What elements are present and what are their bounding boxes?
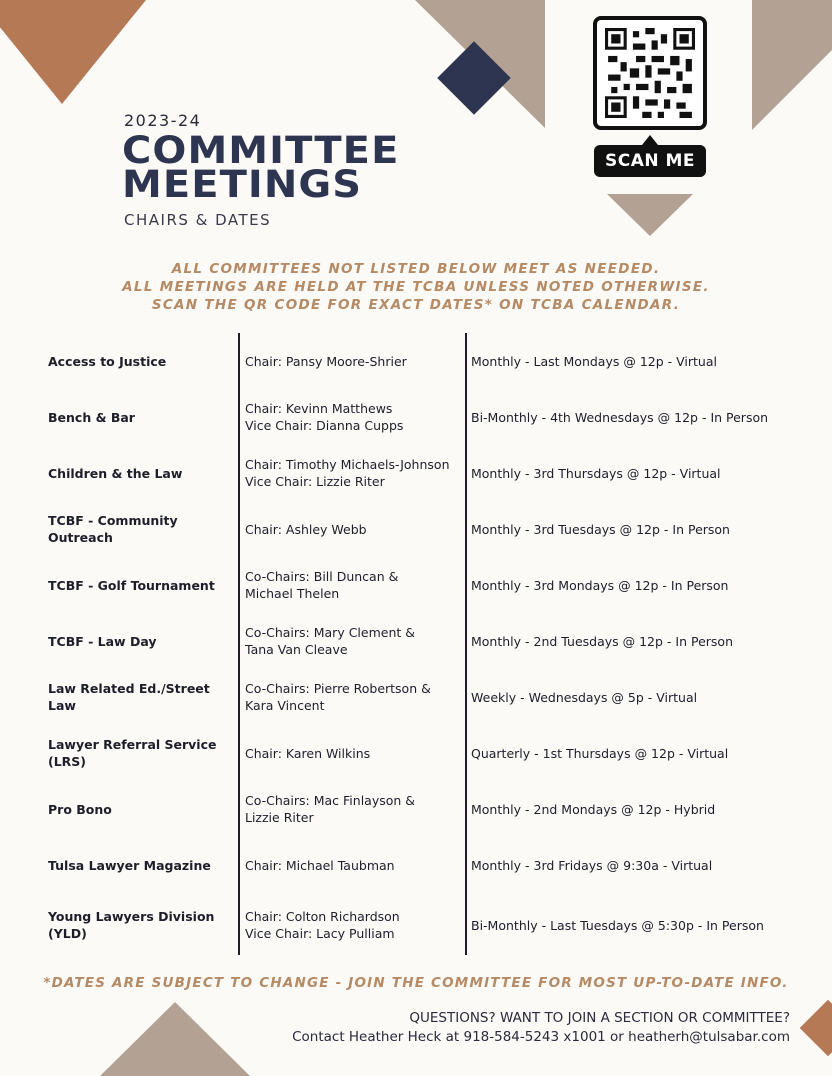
- page-subtitle: CHAIRS & DATES: [124, 211, 272, 229]
- committee-row: [40, 725, 800, 781]
- committee-name-line: Tulsa Lawyer Magazine: [48, 857, 211, 873]
- committee-chairs-line: Tana Van Cleave: [245, 642, 348, 657]
- committee-row: [40, 445, 800, 501]
- committee-name: [48, 512, 233, 546]
- committee-chairs: [245, 568, 465, 602]
- committee-schedule: Monthly - Last Mondays @ 12p - Virtual: [471, 353, 717, 369]
- questions-text: QUESTIONS? WANT TO JOIN A SECTION OR COMMITTEE?: [409, 1010, 790, 1026]
- committee-name-line: Children & the Law: [48, 465, 183, 481]
- committee-row: [40, 389, 800, 445]
- committee-row: [40, 501, 800, 557]
- committee-schedule: Monthly - 2nd Tuesdays @ 12p - In Person: [471, 633, 733, 649]
- committee-name-line: (YLD): [48, 926, 87, 941]
- committee-row: [40, 837, 800, 893]
- taupe-down-triangle-decoration: [607, 194, 693, 236]
- committee-chairs: [245, 624, 465, 658]
- notice-line-2: ALL MEETINGS ARE HELD AT THE TCBA UNLESS NOTED OTHERWISE.: [122, 279, 710, 295]
- committee-chairs: [245, 745, 465, 762]
- committee-name: [48, 465, 233, 482]
- committee-name-line: Outreach: [48, 530, 113, 545]
- contact-text[interactable]: Contact Heather Heck at 918-584-5243 x1001 or heatherh@tulsabar.com: [292, 1029, 790, 1045]
- committee-chairs-line: Chair: Timothy Michaels-Johnson: [245, 457, 450, 472]
- copper-triangle-decoration: [0, 0, 146, 104]
- committee-chairs-line: Co-Chairs: Bill Duncan &: [245, 569, 399, 584]
- committee-schedule: Weekly - Wednesdays @ 5p - Virtual: [471, 689, 698, 705]
- committee-chairs-line: Chair: Karen Wilkins: [245, 745, 371, 761]
- committee-schedule: Monthly - 3rd Mondays @ 12p - In Person: [471, 577, 729, 593]
- committee-name: [48, 736, 233, 770]
- committee-table: [40, 333, 800, 955]
- committee-chairs-line: Chair: Colton Richardson: [245, 909, 400, 924]
- committee-row: [40, 669, 800, 725]
- committee-schedule: Bi-Monthly - 4th Wednesdays @ 12p - In Person: [471, 409, 769, 425]
- meeting-notice: [0, 260, 832, 314]
- committee-schedule: Monthly - 3rd Tuesdays @ 12p - In Person: [471, 521, 730, 537]
- committee-name: [48, 857, 233, 874]
- committee-row: [40, 333, 800, 389]
- committee-chairs-line: Lizzie Riter: [245, 810, 314, 825]
- committee-name-line: TCBF - Golf Tournament: [48, 577, 215, 593]
- disclaimer: *DATES ARE SUBJECT TO CHANGE - JOIN THE COMMITTEE FOR MOST UP-TO-DATE INFO.: [43, 975, 789, 991]
- committee-chairs-line: Vice Chair: Lizzie Riter: [245, 474, 385, 489]
- committee-name-line: Bench & Bar: [48, 409, 135, 425]
- committee-chairs: [245, 908, 465, 942]
- title-line-2: MEETINGS: [122, 163, 363, 206]
- committee-name: [48, 353, 233, 370]
- committee-chairs: [245, 680, 465, 714]
- committee-schedule: Monthly - 2nd Mondays @ 12p - Hybrid: [471, 801, 716, 817]
- title-line-1: COMMITTEE: [122, 129, 400, 172]
- committee-name: [48, 409, 233, 426]
- committee-row: [40, 613, 800, 669]
- committee-chairs-line: Kara Vincent: [245, 698, 325, 713]
- scan-me-label: SCAN ME: [594, 145, 706, 177]
- committee-name-line: Law Related Ed./Street Law: [48, 681, 210, 713]
- committee-name: [48, 577, 233, 594]
- committee-name-line: Young Lawyers Division: [48, 909, 215, 924]
- committee-name: [48, 908, 233, 942]
- committee-chairs-line: Vice Chair: Dianna Cupps: [245, 418, 404, 433]
- committee-chairs-line: Michael Thelen: [245, 586, 340, 601]
- committee-name-line: Access to Justice: [48, 353, 167, 369]
- page-title: [122, 129, 400, 206]
- taupe-corner-decoration: [752, 0, 832, 134]
- committee-name: [48, 680, 233, 714]
- taupe-bottom-triangle-decoration: [100, 1002, 250, 1076]
- committee-row: [40, 895, 800, 955]
- notice-line-1: ALL COMMITTEES NOT LISTED BELOW MEET AS NEEDED.: [171, 261, 661, 277]
- committee-name-line: Pro Bono: [48, 801, 112, 817]
- committee-chairs-line: Co-Chairs: Mac Finlayson &: [245, 793, 416, 808]
- committee-chairs: [245, 400, 465, 434]
- committee-chairs-line: Chair: Kevinn Matthews: [245, 401, 393, 416]
- committee-name-line: Lawyer Referral Service: [48, 737, 217, 752]
- committee-chairs-line: Co-Chairs: Pierre Robertson &: [245, 681, 431, 696]
- committee-name-line: TCBF - Law Day: [48, 633, 157, 649]
- committee-chairs: [245, 857, 465, 874]
- committee-chairs: [245, 792, 465, 826]
- committee-chairs-line: Vice Chair: Lacy Pulliam: [245, 926, 395, 941]
- committee-chairs: [245, 353, 465, 370]
- committee-chairs-line: Chair: Michael Taubman: [245, 857, 395, 873]
- committee-schedule: Monthly - 3rd Fridays @ 9:30a - Virtual: [471, 857, 713, 873]
- committee-name: [48, 633, 233, 650]
- committee-chairs-line: Chair: Ashley Webb: [245, 521, 367, 537]
- qr-code[interactable]: [593, 16, 707, 130]
- committee-chairs: [245, 521, 465, 538]
- committee-name-line: TCBF - Community: [48, 513, 178, 528]
- notice-line-3: SCAN THE QR CODE FOR EXACT DATES* ON TCBA CALENDAR.: [151, 297, 681, 313]
- committee-chairs-line: Chair: Pansy Moore-Shrier: [245, 353, 407, 369]
- committee-schedule: Quarterly - 1st Thursdays @ 12p - Virtual: [471, 745, 729, 761]
- committee-row: [40, 781, 800, 837]
- year-label: 2023-24: [124, 111, 202, 130]
- committee-name-line: (LRS): [48, 754, 87, 769]
- committee-schedule: Bi-Monthly - Last Tuesdays @ 5:30p - In Person: [471, 917, 764, 933]
- committee-row: [40, 557, 800, 613]
- committee-chairs-line: Co-Chairs: Mary Clement &: [245, 625, 415, 640]
- committee-chairs: [245, 456, 465, 490]
- committee-name: [48, 801, 233, 818]
- committee-schedule: Monthly - 3rd Thursdays @ 12p - Virtual: [471, 465, 721, 481]
- qr-code-icon: [605, 28, 695, 118]
- copper-diamond-decoration: [800, 1000, 832, 1057]
